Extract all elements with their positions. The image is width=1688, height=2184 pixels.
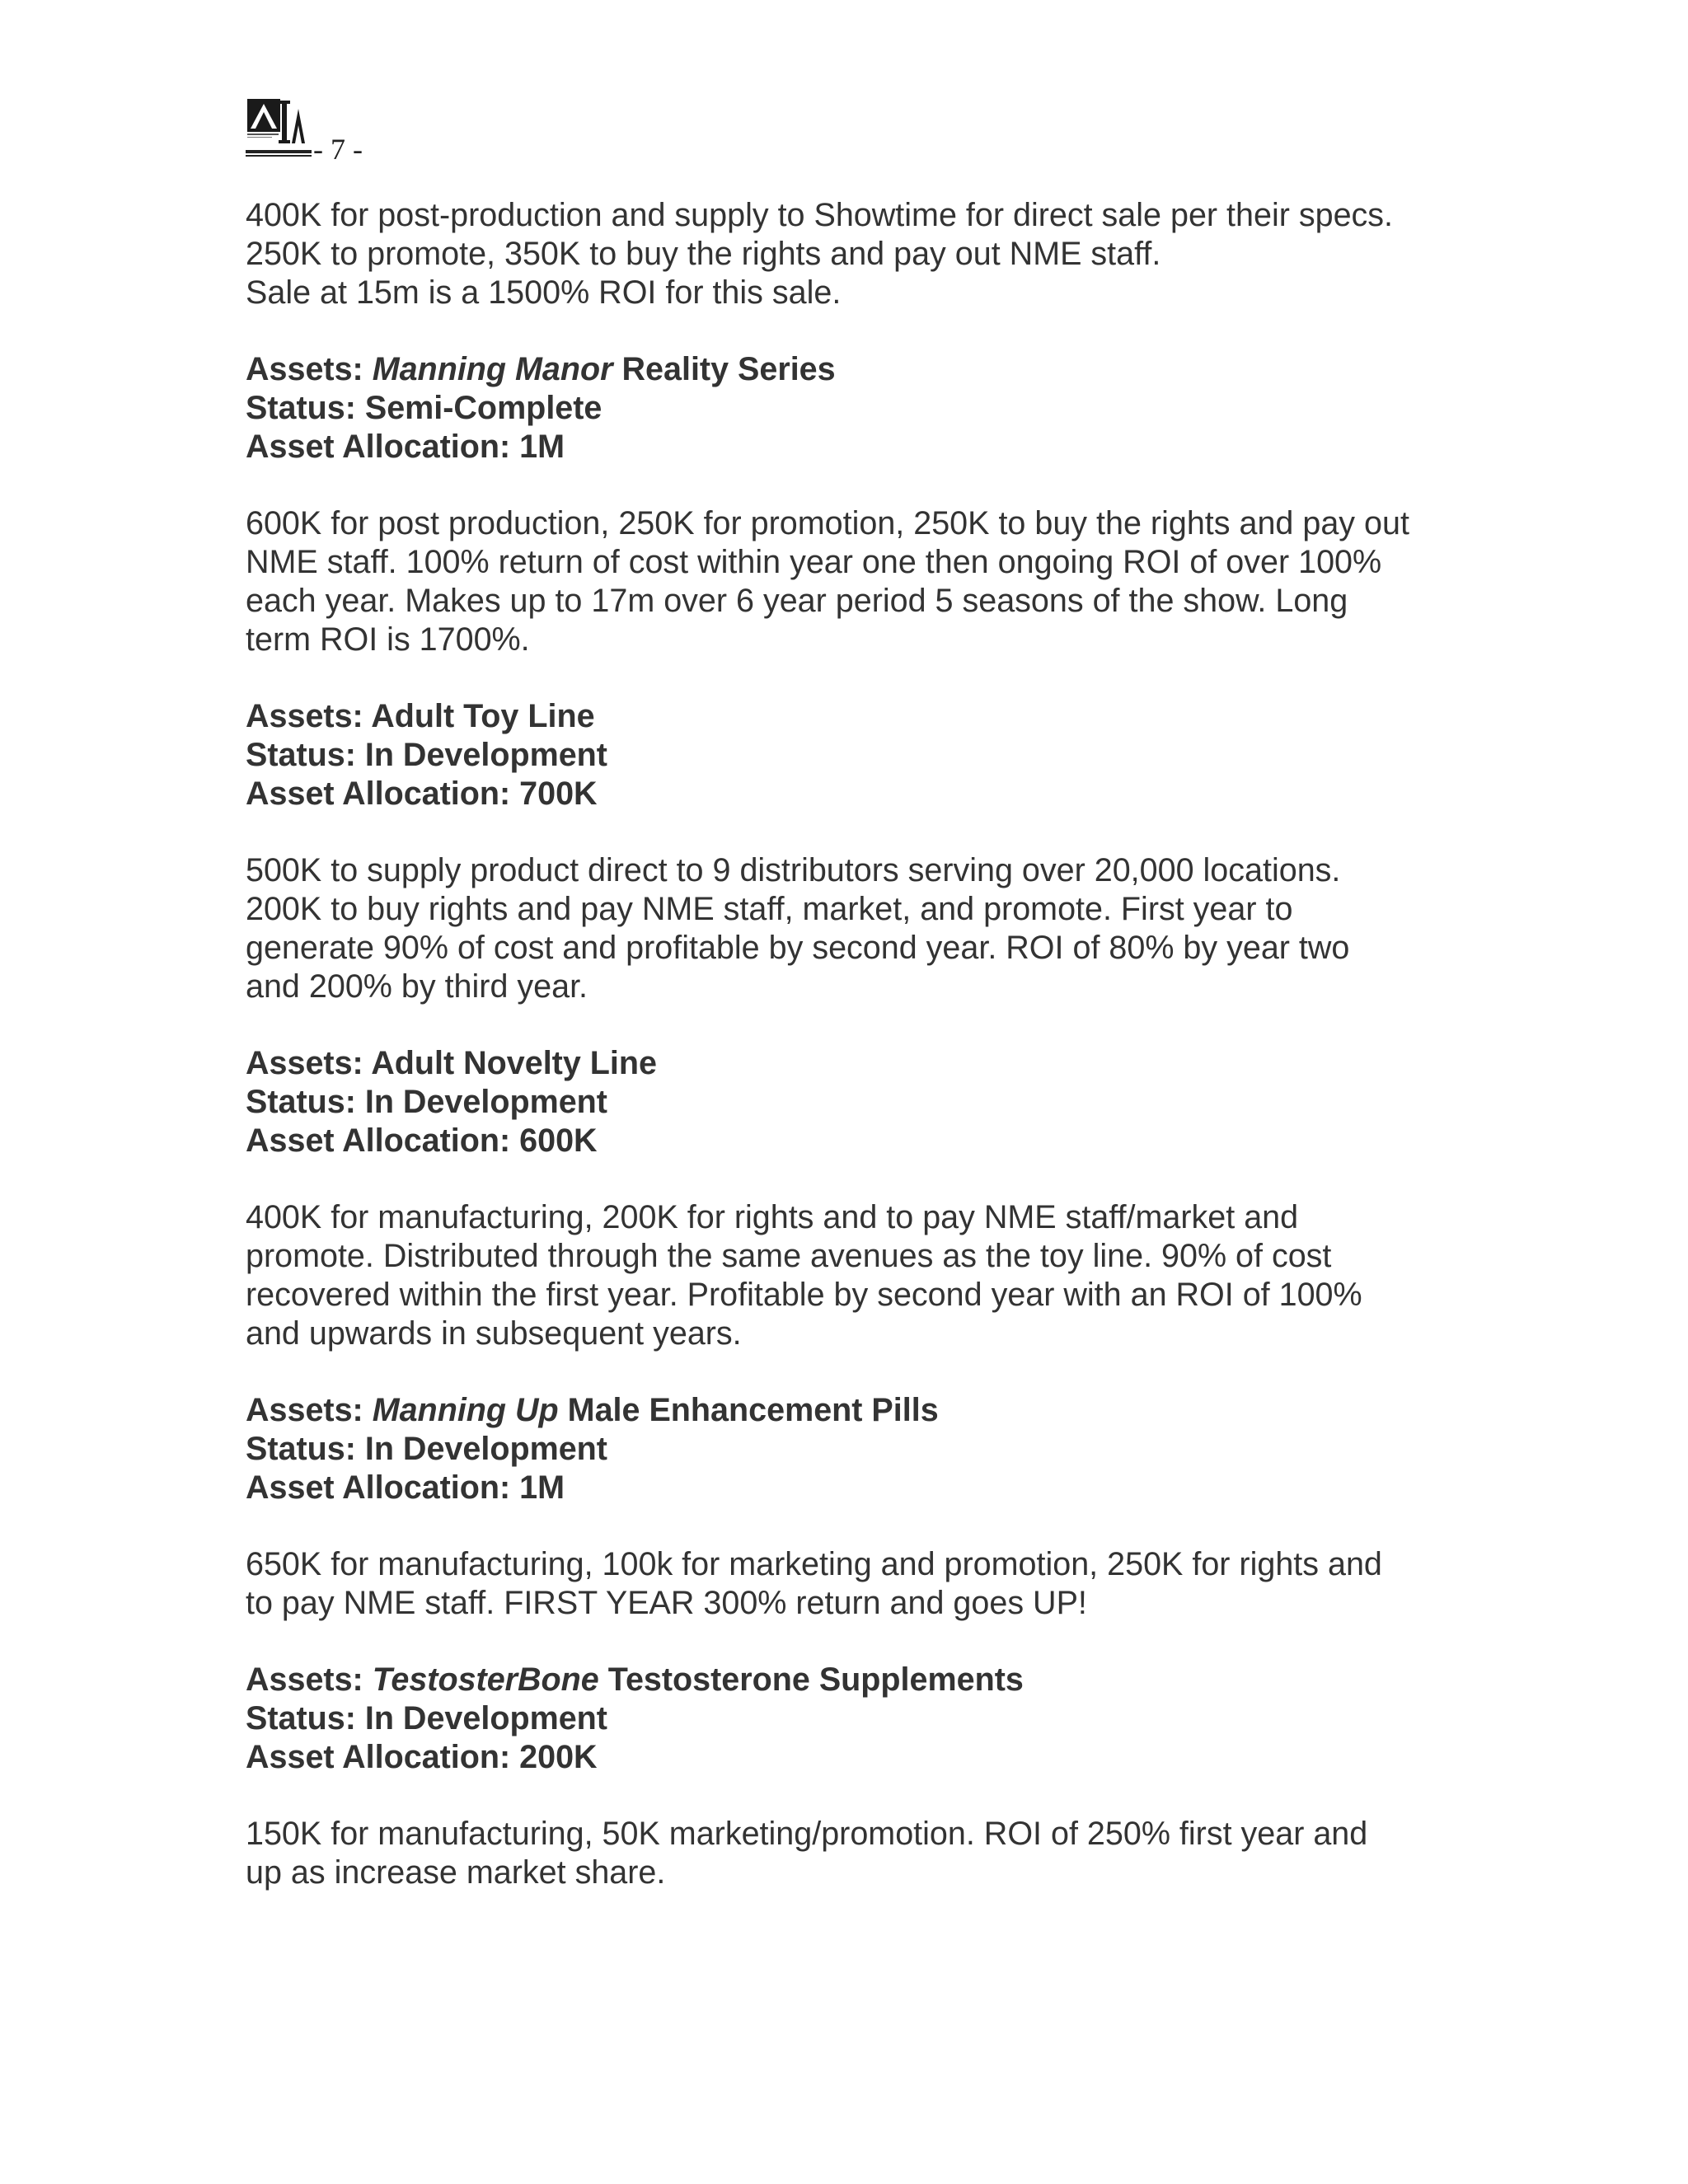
logo-underline xyxy=(246,150,312,153)
intro-paragraph xyxy=(246,196,1449,312)
paragraph-line: 200K to buy rights and pay NME staff, market, and promote. First year to xyxy=(246,891,1293,927)
asset-name-rest: Testosterone Supplements xyxy=(598,1661,1024,1698)
paragraph-line: Sale at 15m is a 1500% ROI for this sale. xyxy=(246,274,842,311)
paragraph-line: each year. Makes up to 17m over 6 year period 5 seasons of the show. Long xyxy=(246,583,1348,619)
asset-name-italic: TestosterBone xyxy=(372,1661,599,1698)
asset-title: Assets: Adult Toy Line xyxy=(246,698,595,734)
asset-name-rest: Male Enhancement Pills xyxy=(558,1392,939,1428)
paragraph-line: 400K for post-production and supply to Showtime for direct sale per their specs. xyxy=(246,197,1394,233)
asset-status: Status: In Development xyxy=(246,1084,607,1120)
asset-heading xyxy=(246,1661,1449,1777)
asset-title: Assets: Adult Novelty Line xyxy=(246,1045,657,1081)
page-header xyxy=(246,97,575,166)
asset-allocation: Asset Allocation: 600K xyxy=(246,1122,598,1159)
asset-name-italic: Manning Up xyxy=(372,1392,559,1428)
paragraph-line: 600K for post production, 250K for promotion, 250K to buy the rights and pay out xyxy=(246,505,1409,541)
paragraph-line: promote. Distributed through the same avenues as the toy line. 90% of cost xyxy=(246,1238,1332,1274)
asset-allocation: Asset Allocation: 1M xyxy=(246,429,565,465)
asset-description xyxy=(246,1198,1449,1353)
asset-status: Status: In Development xyxy=(246,1431,607,1467)
company-logo-icon xyxy=(246,97,312,148)
asset-allocation: Asset Allocation: 200K xyxy=(246,1739,598,1775)
paragraph-line: NME staff. 100% return of cost within year one then ongoing ROI of over 100% xyxy=(246,544,1382,580)
asset-title xyxy=(246,1391,1449,1430)
asset-heading xyxy=(246,1391,1449,1507)
asset-name-italic: Manning Manor xyxy=(372,351,613,387)
asset-name-rest: Reality Series xyxy=(612,351,836,387)
asset-heading xyxy=(246,697,1449,813)
paragraph-line: 500K to supply product direct to 9 distributors serving over 20,000 locations. xyxy=(246,852,1341,888)
asset-label: Assets: xyxy=(246,1661,373,1698)
paragraph-line: to pay NME staff. FIRST YEAR 300% return and goes UP! xyxy=(246,1585,1087,1621)
paragraph-line: term ROI is 1700%. xyxy=(246,621,530,658)
paragraph-line: and upwards in subsequent years. xyxy=(246,1315,742,1352)
asset-label: Assets: xyxy=(246,1392,373,1428)
paragraph-line: up as increase market share. xyxy=(246,1854,666,1891)
logo-underline-thin xyxy=(246,155,312,157)
paragraph-line: 150K for manufacturing, 50K marketing/promotion. ROI of 250% first year and xyxy=(246,1816,1368,1852)
asset-heading xyxy=(246,1044,1449,1160)
page-number: - 7 - xyxy=(313,133,363,166)
asset-allocation: Asset Allocation: 1M xyxy=(246,1469,565,1506)
asset-description xyxy=(246,504,1449,659)
paragraph-line: and 200% by third year. xyxy=(246,968,588,1005)
paragraph-line: 250K to promote, 350K to buy the rights and pay out NME staff. xyxy=(246,236,1161,272)
asset-status: Status: Semi-Complete xyxy=(246,390,603,426)
asset-title xyxy=(246,350,1449,389)
asset-label: Assets: xyxy=(246,351,373,387)
paragraph-line: recovered within the first year. Profitable by second year with an ROI of 100% xyxy=(246,1277,1362,1313)
asset-status: Status: In Development xyxy=(246,1700,607,1736)
asset-description xyxy=(246,851,1449,1006)
asset-allocation: Asset Allocation: 700K xyxy=(246,776,598,812)
paragraph-line: 400K for manufacturing, 200K for rights and to pay NME staff/market and xyxy=(246,1199,1299,1235)
asset-description xyxy=(246,1815,1449,1892)
asset-status: Status: In Development xyxy=(246,737,607,773)
paragraph-line: generate 90% of cost and profitable by second year. ROI of 80% by year two xyxy=(246,930,1350,966)
asset-description xyxy=(246,1545,1449,1623)
paragraph-line: 650K for manufacturing, 100k for marketing and promotion, 250K for rights and xyxy=(246,1546,1382,1582)
asset-heading xyxy=(246,350,1449,466)
document-body xyxy=(246,196,1449,1930)
asset-title xyxy=(246,1661,1449,1699)
